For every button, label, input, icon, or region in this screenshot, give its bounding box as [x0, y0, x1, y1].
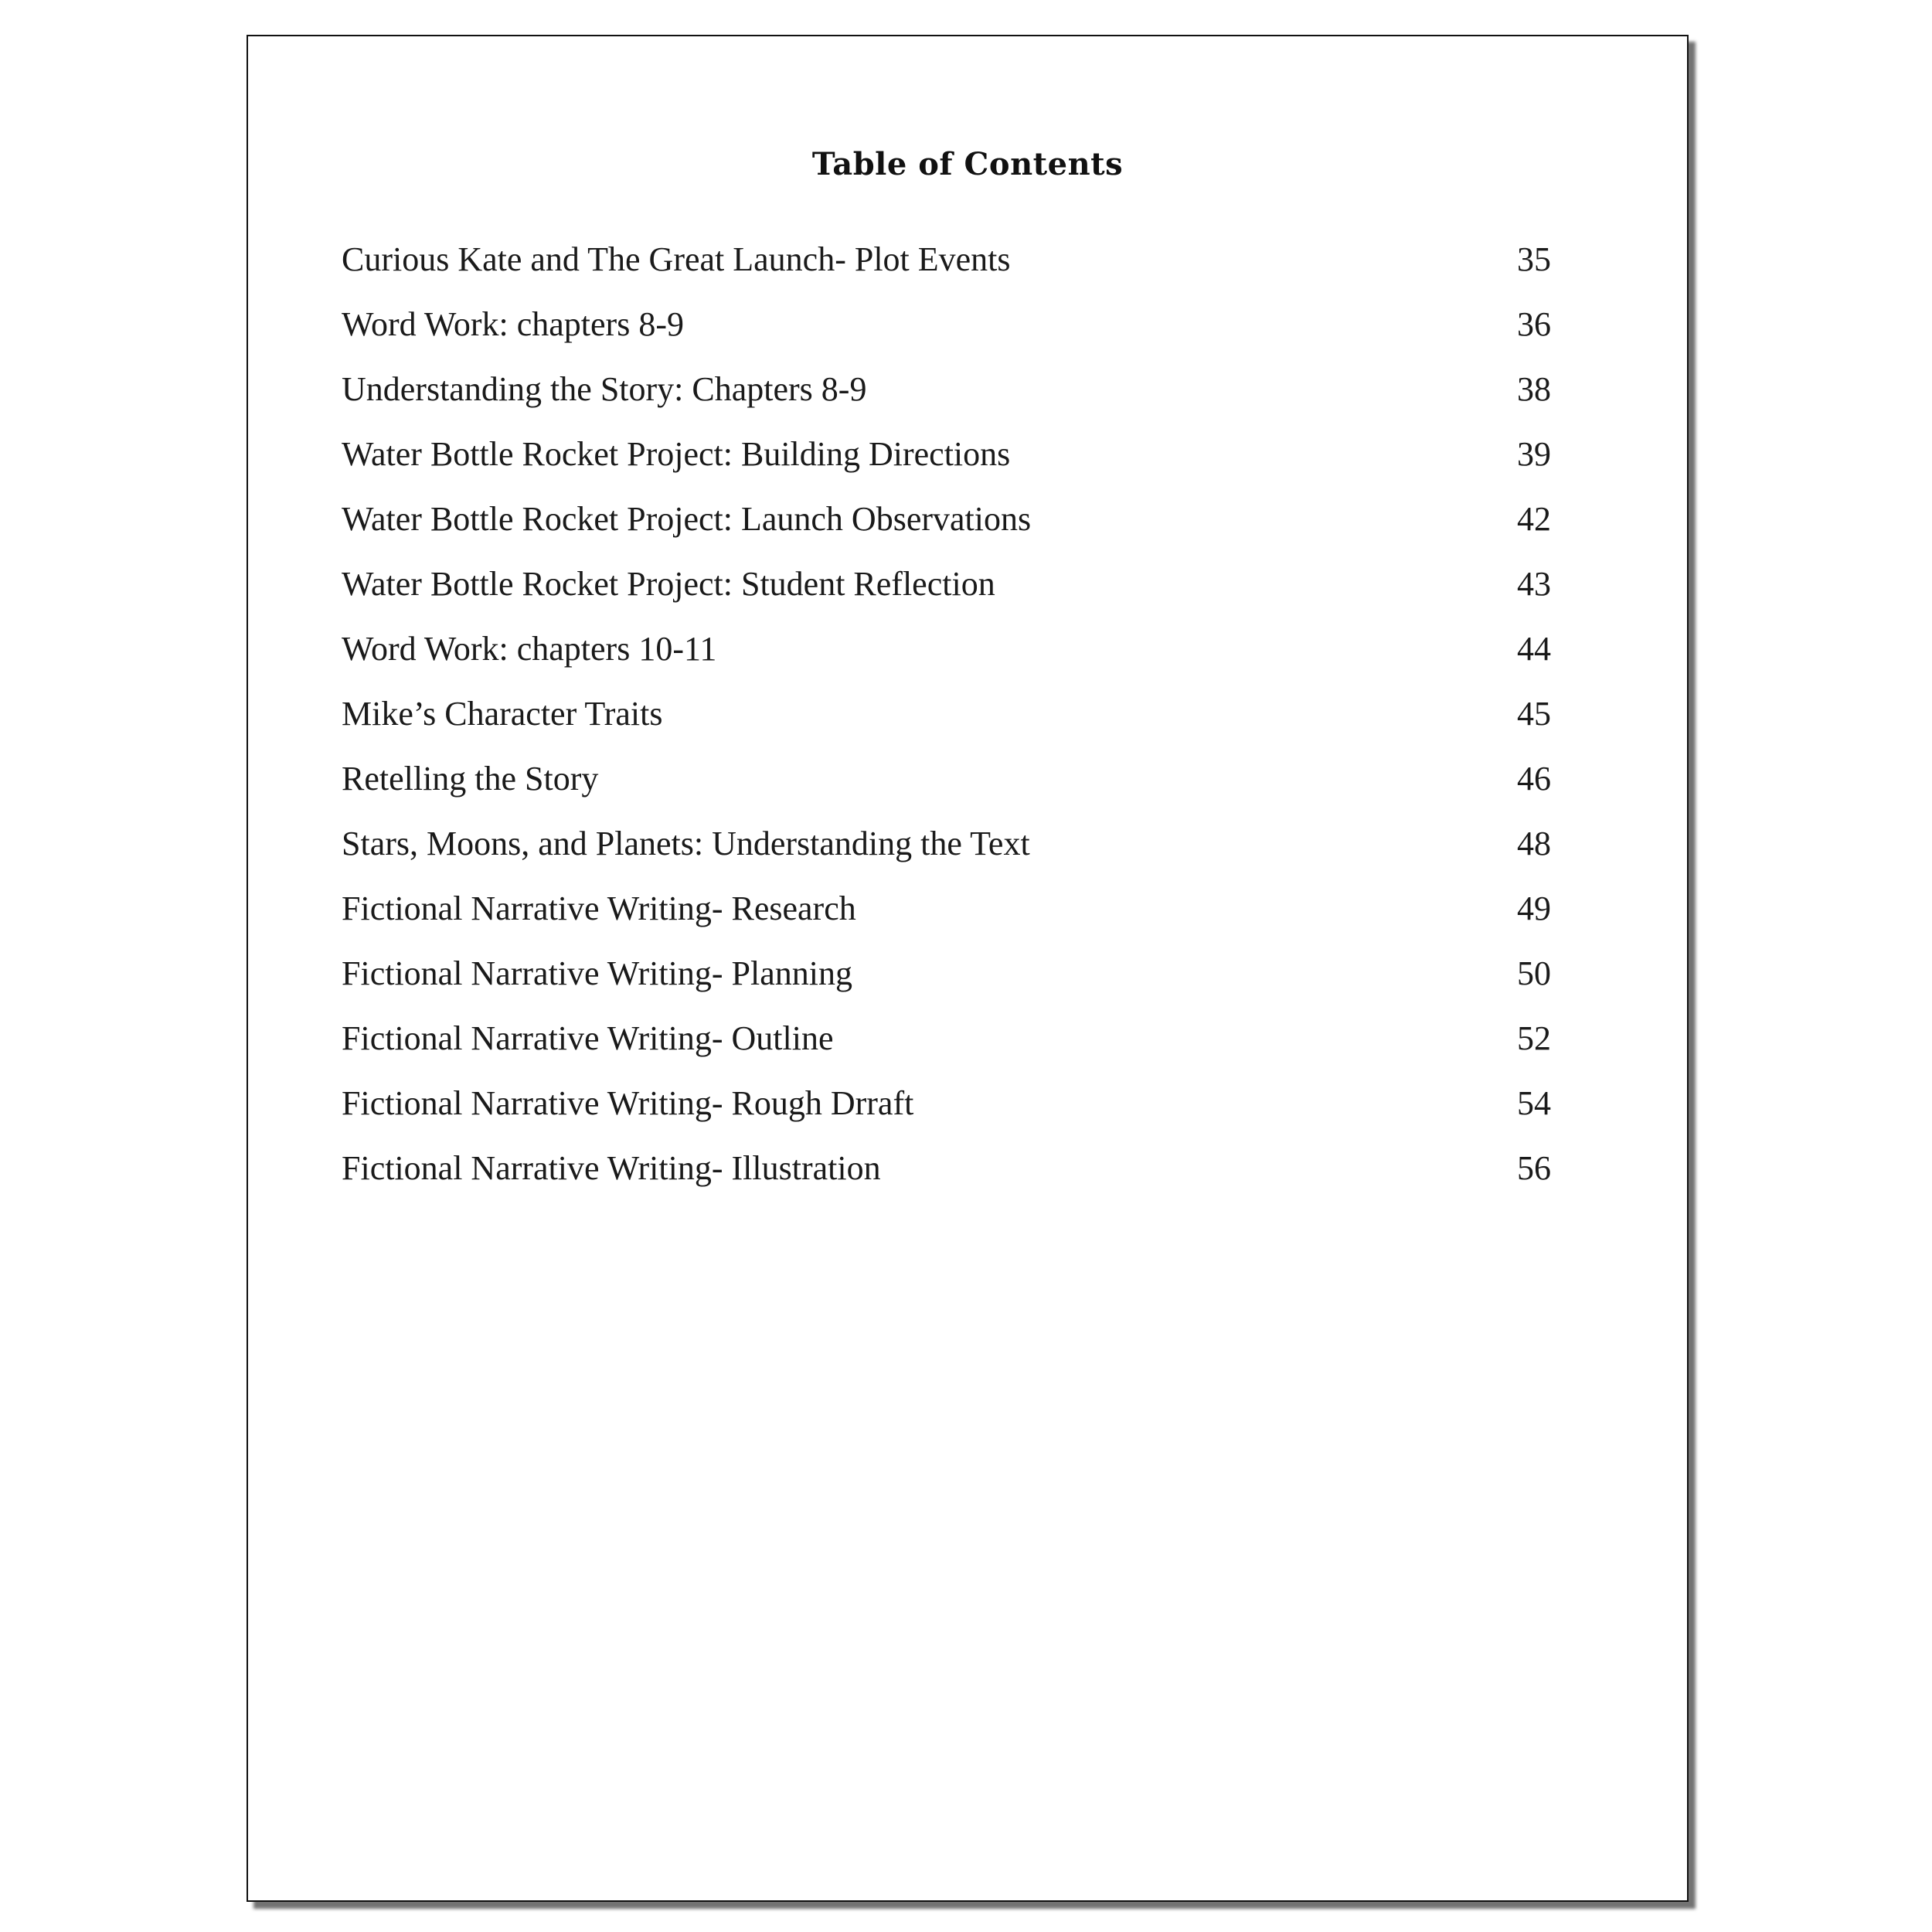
toc-entry: [342, 369, 1551, 434]
toc-entry-page: 38: [1517, 370, 1551, 408]
toc-entry-title: Water Bottle Rocket Project: Student Reflection: [342, 565, 995, 603]
toc-entry-title: Retelling the Story: [342, 760, 599, 798]
toc-entry-page: 36: [1517, 305, 1551, 343]
toc-entry: [342, 694, 1551, 759]
toc-entry-title: Fictional Narrative Writing- Research: [342, 889, 856, 927]
toc-entry-title: Understanding the Story: Chapters 8-9: [342, 370, 867, 408]
toc-list: [342, 240, 1551, 1213]
toc-entry: [342, 434, 1551, 499]
toc-entry-page: 45: [1517, 695, 1551, 733]
toc-heading: Table of Contents: [811, 146, 1124, 182]
toc-entry: [342, 629, 1551, 694]
toc-entry-page: 56: [1517, 1149, 1551, 1187]
toc-entry: [342, 889, 1551, 954]
toc-entry-title: Fictional Narrative Writing- Outline: [342, 1019, 834, 1057]
toc-entry-page: 44: [1517, 630, 1551, 668]
toc-entry-page: 54: [1517, 1084, 1551, 1122]
toc-entry-page: 52: [1517, 1019, 1551, 1057]
toc-entry-page: 43: [1517, 565, 1551, 603]
document-page: [247, 35, 1689, 1902]
toc-entry: [342, 240, 1551, 304]
toc-entry-page: 48: [1517, 825, 1551, 862]
toc-entry-page: 49: [1517, 889, 1551, 927]
toc-entry-title: Water Bottle Rocket Project: Launch Observations: [342, 500, 1032, 538]
toc-entry-title: Curious Kate and The Great Launch- Plot Events: [342, 240, 1011, 278]
toc-entry: [342, 824, 1551, 889]
toc-entry: [342, 759, 1551, 824]
toc-entry: [342, 1083, 1551, 1148]
toc-entry-page: 46: [1517, 760, 1551, 798]
toc-entry: [342, 564, 1551, 629]
toc-entry-title: Word Work: chapters 8-9: [342, 305, 684, 343]
toc-entry-page: 42: [1517, 500, 1551, 538]
toc-entry: [342, 1019, 1551, 1083]
toc-entry-title: Fictional Narrative Writing- Rough Drraft: [342, 1084, 914, 1122]
toc-entry-title: Fictional Narrative Writing- Planning: [342, 954, 852, 992]
toc-entry-page: 50: [1517, 954, 1551, 992]
toc-entry-title: Word Work: chapters 10-11: [342, 630, 717, 668]
toc-entry: [342, 499, 1551, 564]
toc-entry-page: 35: [1517, 240, 1551, 278]
toc-entry: [342, 304, 1551, 369]
toc-entry: [342, 954, 1551, 1019]
toc-entry-title: Mike’s Character Traits: [342, 695, 663, 733]
toc-entry-title: Fictional Narrative Writing- Illustration: [342, 1149, 881, 1187]
toc-entry-page: 39: [1517, 435, 1551, 473]
toc-entry: [342, 1148, 1551, 1213]
toc-entry-title: Water Bottle Rocket Project: Building Directions: [342, 435, 1011, 473]
toc-entry-title: Stars, Moons, and Planets: Understanding the Text: [342, 825, 1030, 862]
